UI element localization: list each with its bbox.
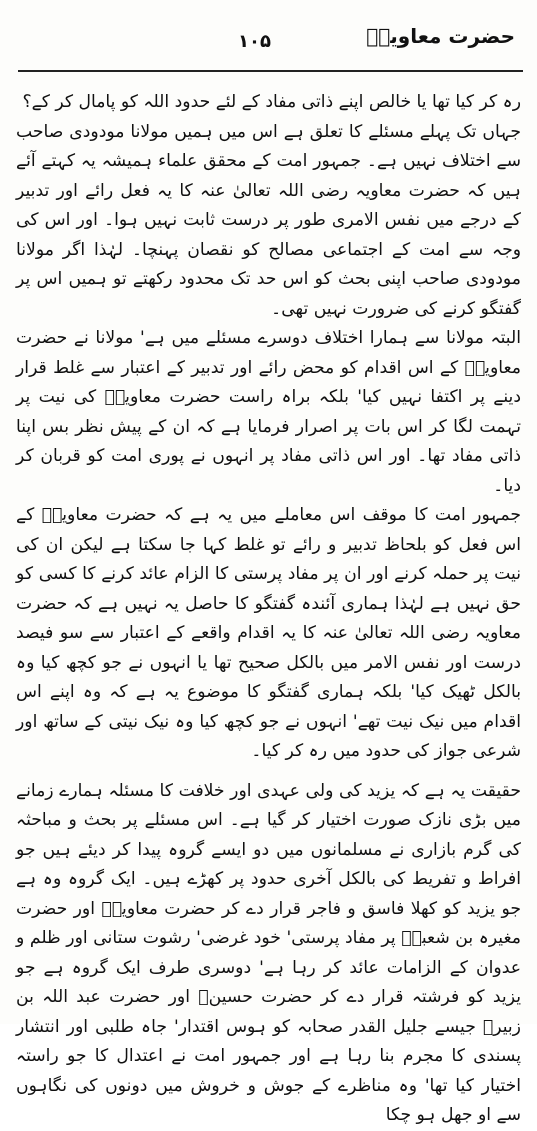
page-header [0, 0, 537, 80]
page-number: ۱۰۵ [238, 31, 271, 52]
running-title: حضرت معاویہؓ [366, 24, 515, 48]
paragraph-1: رہ کر کیا تھا یا خالص اپنے ذاتی مفاد کے لئے حدود اللہ کو پامال کر کے؟ [22, 92, 521, 112]
paragraph-3: البتہ مولانا سے ہمارا اختلاف دوسرے مسئلے میں ہے' مولانا نے حضرت معاویہؓ کے اس اقدام کو محض رائے اور تدبیر کے اعتبار سے غلط قرار دینے پر اکتفا نہیں کیا' بلکہ براہ راست حضرت معاویہؓ کی نیت پر تہمت لگا کر اس بات پر اصرار فرمایا ہے کہ ان کے پیش نظر بس اپنا ذاتی مفاد تھا۔ اور اس ذاتی مفاد پر انہوں نے پوری امت کو قربان کر دیا۔ [16, 328, 521, 496]
header-rule [18, 70, 523, 72]
paragraph-5: حقیقت یہ ہے کہ یزید کی ولی عہدی اور خلافت کا مسئلہ ہمارے زمانے میں بڑی نازک صورت اختیار کر گیا ہے۔ اس مسئلے پر بحث و مباحثہ کی گرم بازاری نے مسلمانوں میں دو ایسے گروہ پیدا کر دیئے ہیں جو افراط و تفریط کی بالکل آخری حدود پر کھڑے ہیں۔ ایک گروہ وہ ہے جو یزید کو کھلا فاسق و فاجر قرار دے کر حضرت معاویہؓ اور حضرت مغیرہ بن شعبہؓ پر مفاد پرستی' خود غرضی' رشوت ستانی اور ظلم و عدوان کے الزامات عائد کر رہا ہے' دوسری طرف ایک گروہ ہے جو یزید کو فرشتہ قرار دے کر حضرت حسینؓ اور حضرت عبد اللہ بن زبیرؓ جیسے جلیل القدر صحابہ کو ہوس اقتدار' جاہ طلبی اور انتشار پسندی کا مجرم بنا رہا ہے اور جمہور امت نے اعتدال کا جو راستہ اختیار کیا تھا' وہ مناظرے کے جوش و خروش میں دونوں کی نگاہوں سے او جھل ہو چکا [16, 780, 521, 1125]
body-text [16, 88, 521, 1131]
paragraph-4: جمہور امت کا موقف اس معاملے میں یہ ہے کہ حضرت معاویہؓ کے اس فعل کو بلحاظ تدبیر و رائے تو غلط کہا جا سکتا ہے لیکن ان کی نیت پر حملہ کرنے اور ان پر مفاد پرستی کا الزام عائد کرنے کا کسی کو حق نہیں ہے لہٰذا ہماری آئندہ گفتگو کا حاصل یہ نہیں ہے کہ حضرت معاویہ رضی اللہ تعالیٰ عنہ کا یہ اقدام واقعے کے اعتبار سے سو فیصد درست اور نفس الامر میں بالکل صحیح تھا یا انہوں نے جو کچھ کیا وہ بالکل ٹھیک کیا' بلکہ ہماری گفتگو کا موضوع یہ ہے کہ وہ اپنے اس اقدام میں نیک نیت تھے' انہوں نے جو کچھ کیا وہ نیک نیتی کے ساتھ اور شرعی جواز کی حدود میں رہ کر کیا۔ [16, 505, 521, 761]
paragraph-2: جہاں تک پہلے مسئلے کا تعلق ہے اس میں ہمیں مولانا مودودی صاحب سے اختلاف نہیں ہے۔ جمہور امت کے محقق علماء ہمیشہ یہ کہتے آئے ہیں کہ حضرت معاویہ رضی اللہ تعالیٰ عنہ کا یہ فعل رائے اور تدبیر کے درجے میں نفس الامری طور پر درست ثابت نہیں ہوا۔ اور اس کی وجہ سے امت کے اجتماعی مصالح کو نقصان پہنچا۔ لہٰذا اگر مولانا مودودی صاحب اپنی بحث کو اس حد تک محدود رکھتے تو ہمیں اس پر گفتگو کرنے کی ضرورت نہیں تھی۔ [16, 121, 521, 319]
